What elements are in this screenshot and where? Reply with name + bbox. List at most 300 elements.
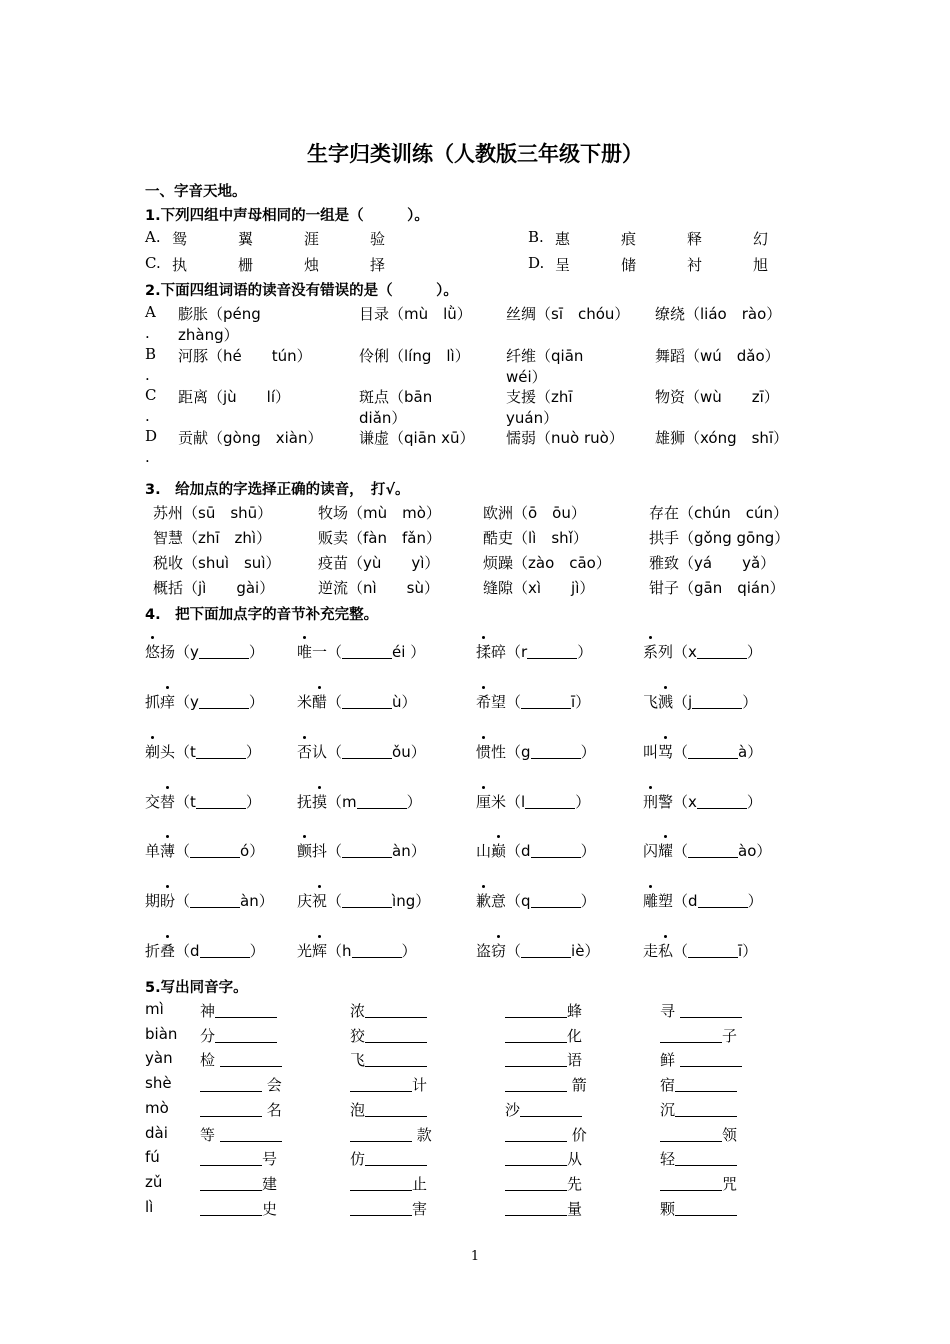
homophone-item (200, 1000, 277, 1021)
bracket-open: （ (327, 743, 343, 761)
prefix-char: 沉 (660, 1100, 676, 1119)
answer-blank[interactable] (200, 1077, 262, 1092)
homophone-item (350, 1173, 427, 1194)
suffix-char: 蜂 (567, 1002, 583, 1020)
question-3: 3. 给加点的字选择正确的读音， 打√。 (145, 482, 410, 498)
fill-blank-item (643, 691, 757, 712)
pinyin-label: lì (145, 1197, 154, 1216)
fill-blank-item (145, 791, 261, 812)
char: 警 (658, 793, 674, 811)
answer-blank[interactable] (505, 1151, 567, 1166)
answer-blank[interactable] (660, 1028, 722, 1043)
dotted-char: 痒 (160, 693, 176, 711)
pinyin-label: shè (145, 1074, 172, 1093)
word (297, 892, 327, 910)
char: 头 (160, 743, 176, 761)
word-pinyin-wrap: zhàng） (178, 326, 239, 344)
bracket-open: （d (175, 942, 200, 960)
bracket-open: （t (175, 793, 196, 811)
word-pinyin: 缭绕（liáo rào） (655, 305, 782, 323)
word-pinyin: 谦虚（qiān xū） (359, 429, 475, 447)
word-pinyin-wrap: diǎn） (359, 409, 407, 427)
option-label: A (145, 303, 156, 321)
answer-blank[interactable] (342, 744, 392, 759)
answer-blank[interactable] (215, 1028, 277, 1043)
word-pinyin: 烦躁（zào cāo） (483, 554, 611, 572)
option-char: 幻 (753, 230, 769, 248)
answer-blank[interactable] (200, 943, 250, 958)
word (643, 743, 673, 761)
option-char: 鸳 (172, 230, 188, 248)
char: 庆 (297, 892, 313, 910)
option-label: B. (528, 228, 544, 246)
fill-blank-item (297, 741, 426, 762)
bracket-close: ） (746, 643, 762, 661)
answer-blank[interactable] (365, 1028, 427, 1043)
answer-blank[interactable] (357, 794, 407, 809)
homophone-item (660, 1173, 737, 1194)
bracket-close: ） (577, 643, 593, 661)
answer-blank[interactable] (199, 694, 249, 709)
homophone-item (505, 1000, 582, 1021)
suffix-char: 领 (722, 1125, 738, 1144)
page-number: 1 (470, 1249, 480, 1264)
word-pinyin: 膨胀（péng (178, 305, 261, 323)
homophone-item (350, 1074, 427, 1095)
option-dot: . (145, 448, 150, 466)
word-pinyin: 物资（wù zī） (655, 388, 779, 406)
answer-blank[interactable] (688, 843, 738, 858)
question-2: 2.下面四组词语的读音没有错误的是（ ）。 (145, 283, 458, 299)
answer-blank[interactable] (680, 1052, 742, 1067)
option-char: 涯 (304, 230, 320, 248)
char: 列 (658, 643, 674, 661)
word-pinyin: 智慧（zhī zhì） (153, 529, 272, 547)
bracket-close: ） (245, 793, 261, 811)
homophone-item (660, 1198, 737, 1219)
answer-blank[interactable] (688, 744, 738, 759)
option-dot: . (145, 407, 150, 425)
bracket-close: ） (245, 743, 261, 761)
prefix-char: 泡 (350, 1100, 366, 1119)
dotted-char: 骂 (658, 743, 674, 761)
fill-blank-item (145, 691, 264, 712)
char: 抓 (145, 693, 161, 711)
fill-blank-item (643, 940, 757, 961)
prefix-char: 寻 (660, 1002, 680, 1020)
fill-blank-item (643, 840, 771, 861)
answer-blank[interactable] (531, 843, 581, 858)
homophone-item (505, 1049, 582, 1070)
suffix-char: 害 (412, 1199, 428, 1218)
bracket-close: àn） (240, 892, 274, 910)
suffix-char: 史 (262, 1199, 278, 1218)
answer-blank[interactable] (675, 1151, 737, 1166)
bracket-close: ） (248, 643, 264, 661)
word (476, 643, 506, 661)
dotted-char: 希 (476, 693, 492, 711)
dotted-char: 雕 (643, 892, 659, 910)
char: 走 (643, 942, 659, 960)
word (297, 942, 327, 960)
option-char: 烛 (304, 256, 320, 274)
answer-blank[interactable] (697, 644, 747, 659)
suffix-char: 止 (412, 1174, 428, 1193)
answer-blank[interactable] (200, 1201, 262, 1216)
dotted-char: 厘 (476, 793, 492, 811)
answer-blank[interactable] (525, 794, 575, 809)
answer-blank[interactable] (675, 1201, 737, 1216)
answer-blank[interactable] (200, 1151, 262, 1166)
bracket-open: （y (175, 693, 199, 711)
bracket-close: àn） (392, 842, 426, 860)
bracket-open: （d (506, 842, 531, 860)
suffix-char: 计 (412, 1076, 428, 1095)
prefix-char: 等 (200, 1125, 220, 1144)
char: 碎 (491, 643, 507, 661)
bracket-open: （x (673, 643, 697, 661)
answer-blank[interactable] (342, 893, 392, 908)
prefix-char: 检 (200, 1051, 220, 1070)
answer-blank[interactable] (365, 1151, 427, 1166)
dotted-char: 唯 (297, 643, 313, 661)
answer-blank[interactable] (352, 943, 402, 958)
answer-blank[interactable] (365, 1052, 427, 1067)
char: 抖 (312, 842, 328, 860)
suffix-char: 会 (262, 1076, 282, 1095)
bracket-close: ） (580, 892, 596, 910)
answer-blank[interactable] (505, 1028, 567, 1043)
bracket-open: （l (506, 793, 526, 811)
fill-blank-item (145, 741, 261, 762)
word-pinyin: 懦弱（nuò ruò） (506, 429, 624, 447)
answer-blank[interactable] (342, 843, 392, 858)
pinyin-label: yàn (145, 1049, 173, 1068)
bracket-open: （ (327, 842, 343, 860)
answer-blank[interactable] (697, 794, 747, 809)
bracket-open: （j (673, 693, 693, 711)
answer-blank[interactable] (531, 893, 581, 908)
pinyin-label: dài (145, 1123, 168, 1142)
answer-blank[interactable] (692, 694, 742, 709)
homophone-item (505, 1124, 587, 1145)
word (476, 942, 506, 960)
dotted-char: 巅 (491, 842, 507, 860)
word (643, 842, 673, 860)
word (145, 842, 175, 860)
bracket-close: ī） (571, 693, 591, 711)
answer-blank[interactable] (660, 1176, 722, 1191)
homophone-item (660, 1074, 737, 1095)
word (297, 693, 327, 711)
answer-blank[interactable] (342, 694, 392, 709)
answer-blank[interactable] (190, 843, 240, 858)
bracket-open: （ (327, 693, 343, 711)
dotted-char: 惯 (476, 743, 492, 761)
bracket-close: ） (742, 693, 758, 711)
homophone-item (660, 1025, 737, 1046)
word-pinyin: 拱手（gǒng gōng） (649, 529, 790, 547)
option-char: 惠 (555, 230, 571, 248)
answer-blank[interactable] (199, 644, 249, 659)
word-pinyin: 疫苗（yù yì） (318, 554, 440, 572)
fill-blank-item (476, 741, 596, 762)
bracket-open: （h (327, 942, 352, 960)
char: 望 (491, 693, 507, 711)
fill-blank-item (643, 791, 762, 812)
dotted-char: 摸 (312, 793, 328, 811)
word-pinyin: 雅致（yá yǎ） (649, 554, 776, 572)
dotted-char: 悠 (145, 643, 161, 661)
prefix-char: 沙 (505, 1100, 521, 1119)
dotted-char: 系 (643, 643, 659, 661)
bracket-close: ） (746, 793, 762, 811)
answer-blank[interactable] (505, 1077, 567, 1092)
word (145, 793, 175, 811)
char: 盗 (476, 942, 492, 960)
option-char: 验 (370, 230, 386, 248)
answer-blank[interactable] (505, 1052, 567, 1067)
bracket-close: iè） (571, 942, 600, 960)
prefix-char: 神 (200, 1002, 216, 1020)
word (476, 743, 506, 761)
homophone-item (660, 1049, 742, 1070)
answer-blank[interactable] (531, 744, 581, 759)
word (297, 643, 327, 661)
fill-blank-item (145, 940, 265, 961)
option-char: 择 (370, 256, 386, 274)
prefix-char: 仿 (350, 1150, 366, 1169)
option-char: 旭 (753, 256, 769, 274)
bracket-open: （ (175, 842, 191, 860)
bracket-close: ī） (738, 942, 758, 960)
bracket-open: （ (175, 892, 191, 910)
bracket-close: ） (580, 743, 596, 761)
homophone-item (660, 1000, 742, 1021)
answer-blank[interactable] (688, 943, 738, 958)
bracket-open: （ (673, 942, 689, 960)
answer-blank[interactable] (521, 694, 571, 709)
bracket-open: （ (673, 842, 689, 860)
dotted-char: 揉 (476, 643, 492, 661)
answer-blank[interactable] (200, 1176, 262, 1191)
char: 飞 (643, 693, 659, 711)
homophone-item (200, 1074, 282, 1095)
option-char: 衬 (687, 256, 703, 274)
homophone-item (350, 1000, 427, 1021)
word (643, 942, 673, 960)
char: 抚 (297, 793, 313, 811)
suffix-char: 咒 (722, 1174, 738, 1193)
word (643, 693, 673, 711)
word-pinyin: 钳子（gān qián） (649, 579, 785, 597)
page-title: 生字归类训练（人教版三年级下册） (307, 142, 643, 166)
suffix-char: 从 (567, 1150, 583, 1169)
homophone-item (660, 1124, 737, 1145)
homophone-item (505, 1025, 582, 1046)
prefix-char: 轻 (660, 1150, 676, 1169)
fill-blank-item (643, 890, 763, 911)
dotted-char: 歉 (476, 892, 492, 910)
char: 折 (145, 942, 161, 960)
bracket-close: éi ） (392, 643, 426, 661)
answer-blank[interactable] (200, 1102, 262, 1117)
option-char: 翼 (238, 230, 254, 248)
char: 单 (145, 842, 161, 860)
bracket-close: ） (406, 793, 422, 811)
prefix-char: 宿 (660, 1076, 676, 1095)
char: 光 (297, 942, 313, 960)
homophone-item (200, 1198, 277, 1219)
answer-blank[interactable] (220, 1127, 282, 1142)
bracket-open: （q (506, 892, 531, 910)
word (145, 892, 175, 910)
fill-blank-item (297, 791, 422, 812)
answer-blank[interactable] (342, 644, 392, 659)
answer-blank[interactable] (196, 794, 246, 809)
option-label: C. (145, 254, 161, 272)
bracket-open: （g (506, 743, 531, 761)
word-pinyin: 舞蹈（wú dǎo） (655, 347, 780, 365)
bracket-open: （d (673, 892, 698, 910)
word (476, 793, 506, 811)
suffix-char: 先 (567, 1174, 583, 1193)
bracket-close: ào） (738, 842, 772, 860)
word-pinyin: 目录（mù lǜ） (359, 305, 472, 323)
pinyin-label: mì (145, 1000, 164, 1018)
bracket-open: （ (506, 942, 522, 960)
fill-blank-item (476, 890, 596, 911)
fill-blank-item (476, 691, 590, 712)
bracket-close: ） (580, 842, 596, 860)
fill-blank-item (145, 890, 274, 911)
char: 期 (145, 892, 161, 910)
option-char: 呈 (555, 256, 571, 274)
suffix-char: 名 (262, 1100, 282, 1119)
bracket-close: ìng） (392, 892, 431, 910)
answer-blank[interactable] (365, 1003, 427, 1018)
char: 塑 (658, 892, 674, 910)
word (297, 743, 327, 761)
word-pinyin: 欧洲（ō ōu） (483, 504, 586, 522)
word (476, 693, 506, 711)
answer-blank[interactable] (505, 1176, 567, 1191)
prefix-char: 浓 (350, 1002, 366, 1020)
homophone-item (350, 1099, 427, 1120)
word-pinyin: 缝隙（xì jì） (483, 579, 595, 597)
answer-blank[interactable] (520, 1102, 582, 1117)
fill-blank-item (476, 791, 590, 812)
answer-blank[interactable] (505, 1003, 567, 1018)
suffix-char: 建 (262, 1174, 278, 1193)
bracket-close: ） (575, 793, 591, 811)
word-pinyin: 贡献（gòng xiàn） (178, 429, 323, 447)
answer-blank[interactable] (505, 1201, 567, 1216)
dotted-char: 盼 (160, 892, 176, 910)
word-pinyin-wrap: yuán） (506, 409, 559, 427)
answer-blank[interactable] (220, 1052, 282, 1067)
homophone-item (350, 1049, 427, 1070)
fill-blank-item (297, 890, 430, 911)
dotted-char: 否 (297, 743, 313, 761)
char: 交 (145, 793, 161, 811)
answer-blank[interactable] (190, 893, 240, 908)
fill-blank-item (297, 641, 425, 662)
answer-blank[interactable] (196, 744, 246, 759)
bracket-open: （y (175, 643, 199, 661)
char: 扬 (160, 643, 176, 661)
pinyin-label: zǔ (145, 1172, 163, 1191)
dotted-char: 颤 (297, 842, 313, 860)
answer-blank[interactable] (350, 1176, 412, 1191)
char: 认 (312, 743, 328, 761)
prefix-char: 分 (200, 1026, 216, 1045)
word (297, 793, 327, 811)
bracket-close: ǒu） (392, 743, 426, 761)
answer-blank[interactable] (675, 1102, 737, 1117)
dotted-char: 刑 (643, 793, 659, 811)
pinyin-label: biàn (145, 1024, 178, 1043)
homophone-item (200, 1025, 277, 1046)
word-pinyin: 税收（shuì suì） (153, 554, 281, 572)
answer-blank[interactable] (521, 943, 571, 958)
answer-blank[interactable] (505, 1127, 567, 1142)
answer-blank[interactable] (660, 1127, 722, 1142)
option-label: A. (145, 228, 161, 246)
bracket-open: （ (327, 643, 343, 661)
answer-blank[interactable] (698, 893, 748, 908)
word (297, 842, 327, 860)
option-dot: . (145, 366, 150, 384)
fill-blank-item (145, 840, 264, 861)
fill-blank-item (476, 840, 596, 861)
dotted-char: 醋 (312, 693, 328, 711)
char: 米 (297, 693, 313, 711)
bracket-close: ù） (392, 693, 417, 711)
bracket-open: （ (673, 743, 689, 761)
bracket-open: （ (327, 892, 343, 910)
question-4: 4. 把下面加点字的音节补充完整。 (145, 607, 379, 623)
fill-blank-item (297, 940, 417, 961)
dotted-char: 耀 (658, 842, 674, 860)
homophone-item (505, 1099, 582, 1120)
bracket-open: （m (327, 793, 357, 811)
char: 闪 (643, 842, 659, 860)
prefix-char: 飞 (350, 1051, 366, 1070)
answer-blank[interactable] (350, 1077, 412, 1092)
suffix-char: 箭 (567, 1076, 587, 1095)
answer-blank[interactable] (675, 1077, 737, 1092)
word-pinyin: 概括（jì gài） (153, 579, 275, 597)
bracket-close: ó） (240, 842, 265, 860)
answer-blank[interactable] (680, 1003, 742, 1018)
homophone-item (350, 1124, 432, 1145)
answer-blank[interactable] (365, 1102, 427, 1117)
answer-blank[interactable] (527, 644, 577, 659)
homophone-item (350, 1198, 427, 1219)
answer-blank[interactable] (350, 1201, 412, 1216)
pinyin-label: mò (145, 1098, 169, 1117)
char: 叫 (643, 743, 659, 761)
suffix-char: 化 (567, 1026, 583, 1045)
char: 一 (312, 643, 328, 661)
answer-blank[interactable] (350, 1127, 412, 1142)
homophone-item (200, 1099, 282, 1120)
word-pinyin: 逆流（nì sù） (318, 579, 439, 597)
word-pinyin: 伶俐（líng lì） (359, 347, 470, 365)
word-pinyin: 酷吏（lì shǐ） (483, 529, 588, 547)
answer-blank[interactable] (215, 1003, 277, 1018)
